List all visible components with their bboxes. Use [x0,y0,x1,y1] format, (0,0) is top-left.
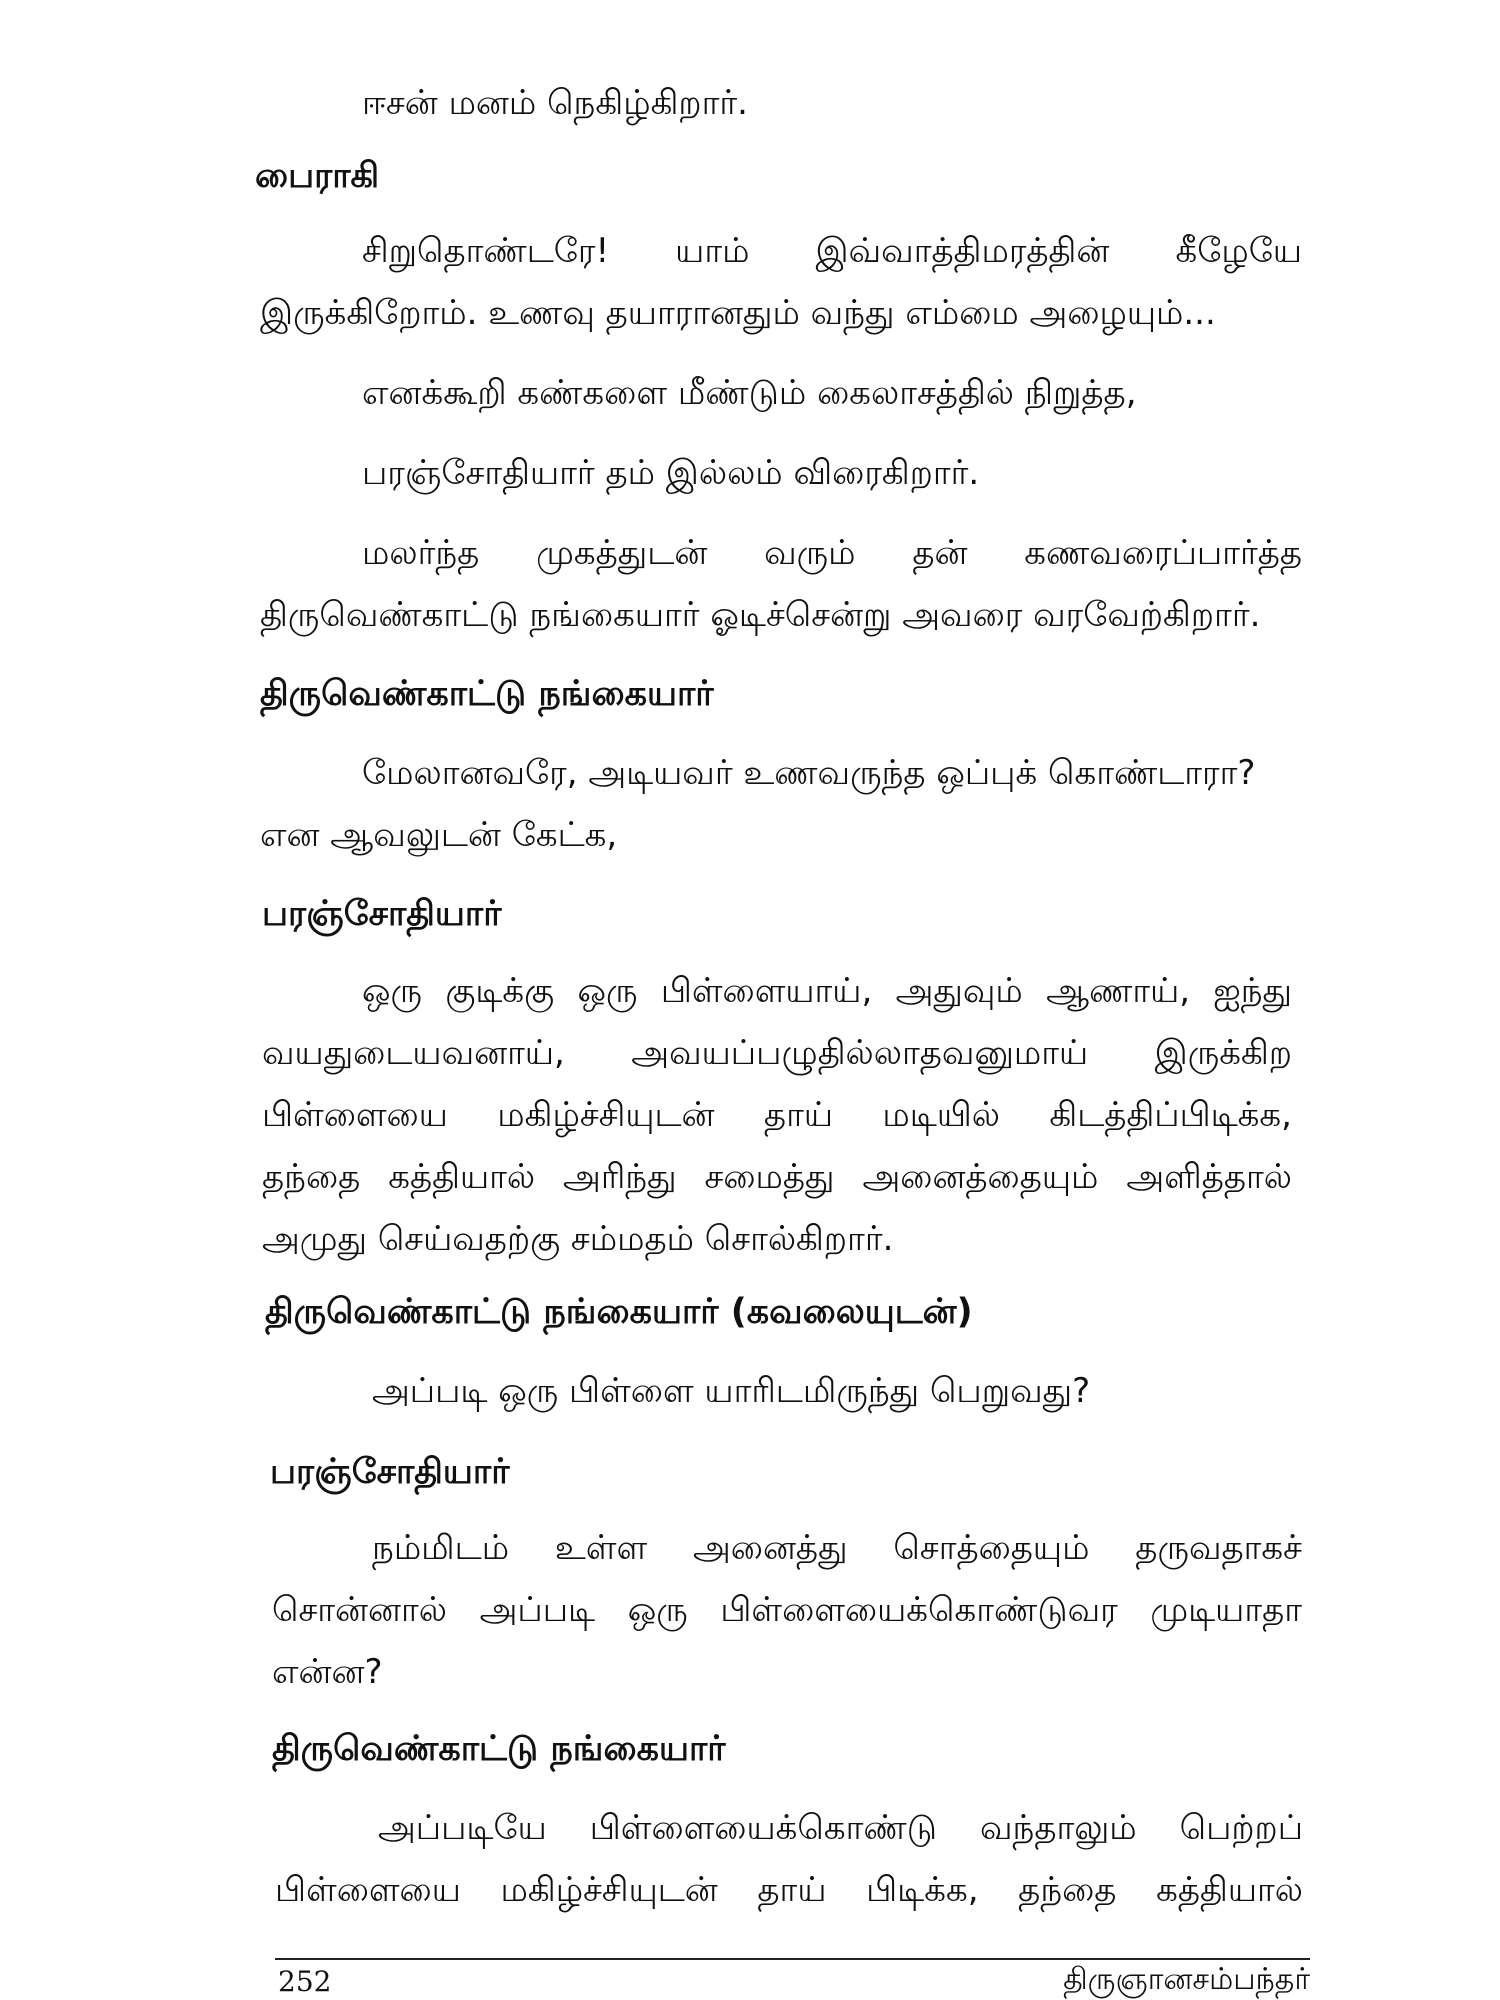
stage-direction: ஈசன் மனம் நெகிழ்கிறார். [362,83,748,123]
dialogue-line: என ஆவலுடன் கேட்க, [260,815,618,855]
stage-direction: பரஞ்சோதியார் தம் இல்லம் விரைகிறார். [362,453,980,493]
dialogue-line: சிறுதொண்டரே! யாம் இவ்வாத்திமரத்தின் கீழேயே [362,231,1302,271]
page-number: 252 [278,1965,332,1998]
running-title: திருஞானசம்பந்தர் [1063,1962,1310,1997]
speaker-heading: திருவெண்காட்டு நங்கையார் [260,674,714,714]
speaker-heading: திருவெண்காட்டு நங்கையார் [272,1729,726,1769]
speaker-heading: பரஞ்சோதியார் [270,1452,510,1492]
dialogue-line: பிள்ளையை மகிழ்ச்சியுடன் தாய் மடியில் கிடத்திப்பிடிக்க, [262,1095,1292,1135]
dialogue-line: அமுது செய்வதற்கு சம்மதம் சொல்கிறார். [262,1219,894,1259]
stage-direction: மலர்ந்த முகத்துடன் வரும் தன் கணவரைப்பார்த்த [362,533,1302,573]
dialogue-line: வயதுடையவனாய், அவயப்பழுதில்லாதவனுமாய் இருக்கிற [262,1033,1292,1073]
dialogue-line: நம்மிடம் உள்ள அனைத்து சொத்தையும் தருவதாகச் [372,1528,1302,1568]
dialogue-line: தந்தை கத்தியால் அரிந்து சமைத்து அனைத்தையும் அளித்தால் [262,1157,1292,1197]
dialogue-line: சொன்னால் அப்படி ஒரு பிள்ளையைக்கொண்டுவர முடியாதா [272,1590,1302,1630]
dialogue-line: அப்படி ஒரு பிள்ளை யாரிடமிருந்து பெறுவது? [372,1371,1091,1411]
speaker-heading: பைராகி [255,156,380,196]
dialogue-line: என்ன? [272,1652,383,1692]
dialogue-line: மேலானவரே, அடியவர் உணவருந்த ஒப்புக் கொண்டாரா? [362,753,1256,793]
dialogue-line: பிள்ளையை மகிழ்ச்சியுடன் தாய் பிடிக்க, தந்தை கத்தியால் [275,1870,1303,1910]
speaker-heading: பரஞ்சோதியார் [262,894,502,934]
stage-direction: திருவெண்காட்டு நங்கையார் ஓடிச்சென்று அவரை வரவேற்கிறார். [260,595,1261,635]
dialogue-line: அப்படியே பிள்ளையைக்கொண்டு வந்தாலும் பெற்றப் [378,1808,1303,1848]
dialogue-line: ஒரு குடிக்கு ஒரு பிள்ளையாய், அதுவும் ஆணாய், ஐந்து [362,971,1292,1011]
dialogue-line: இருக்கிறோம். உணவு தயாரானதும் வந்து எம்மை அழையும்... [260,293,1216,333]
speaker-heading: திருவெண்காட்டு நங்கையார் (கவலையுடன்) [265,1292,973,1332]
stage-direction: எனக்கூறி கண்களை மீண்டும் கைலாசத்தில் நிறுத்த, [362,373,1137,413]
footer-rule [275,1958,1310,1960]
